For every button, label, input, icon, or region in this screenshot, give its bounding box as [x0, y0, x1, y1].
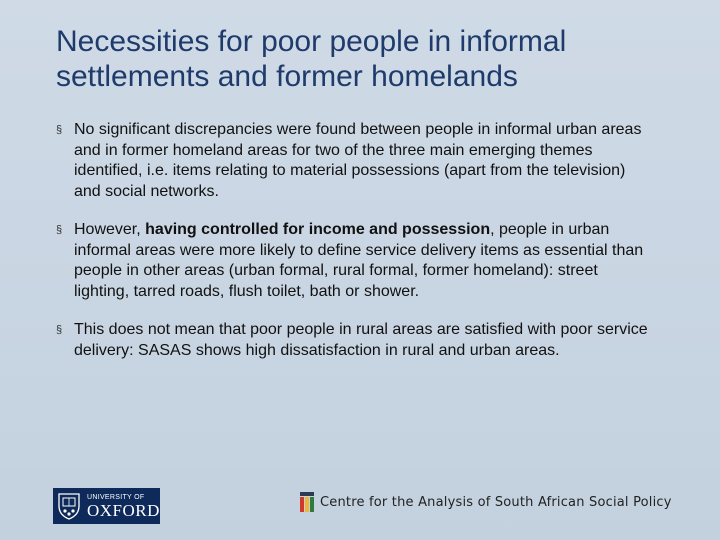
bullet-list	[56, 120, 656, 379]
bullet-text: No significant discrepancies were found between people in informal urban areas and in former homeland areas for two of the three main emerging themes identified, i.e. items relating to material possessions (apart from the television) and social networks.	[74, 121, 642, 200]
oxford-line-2: OXFORD	[87, 500, 160, 520]
oxford-logo	[53, 488, 160, 524]
bullet-marker: §	[56, 124, 63, 136]
bullet-text: This does not mean that poor people in rural areas are satisfied with poor service delivery: SASAS shows high dissatisfaction in rural and urban areas.	[74, 321, 648, 359]
casasp-logo	[300, 492, 672, 512]
casasp-label: Centre for the Analysis of South African Social Policy	[320, 494, 672, 510]
bullet-marker: §	[56, 224, 63, 236]
bullet-item-2	[56, 220, 656, 302]
oxford-crest-icon	[57, 492, 81, 520]
slide-title: Necessities for poor people in informal settlements and former homelands	[56, 25, 567, 93]
bullet-item-1	[56, 120, 656, 202]
bullet-text-before: However,	[74, 221, 146, 238]
bullet-text-bold: having controlled for income and possession	[145, 221, 491, 238]
oxford-line-1: UNIVERSITY OF	[87, 493, 145, 501]
oxford-wordmark	[87, 493, 160, 520]
bullet-marker: §	[56, 324, 63, 336]
bullet-text-after: , people in urban informal areas were more likely to define service delivery items as essential than people in other areas (urban formal, rural formal, former homeland): street lighting, tarred roads, flush toilet, bath or shower.	[74, 221, 644, 300]
bullet-item-3	[56, 320, 656, 361]
casasp-logo-icon	[300, 492, 314, 512]
